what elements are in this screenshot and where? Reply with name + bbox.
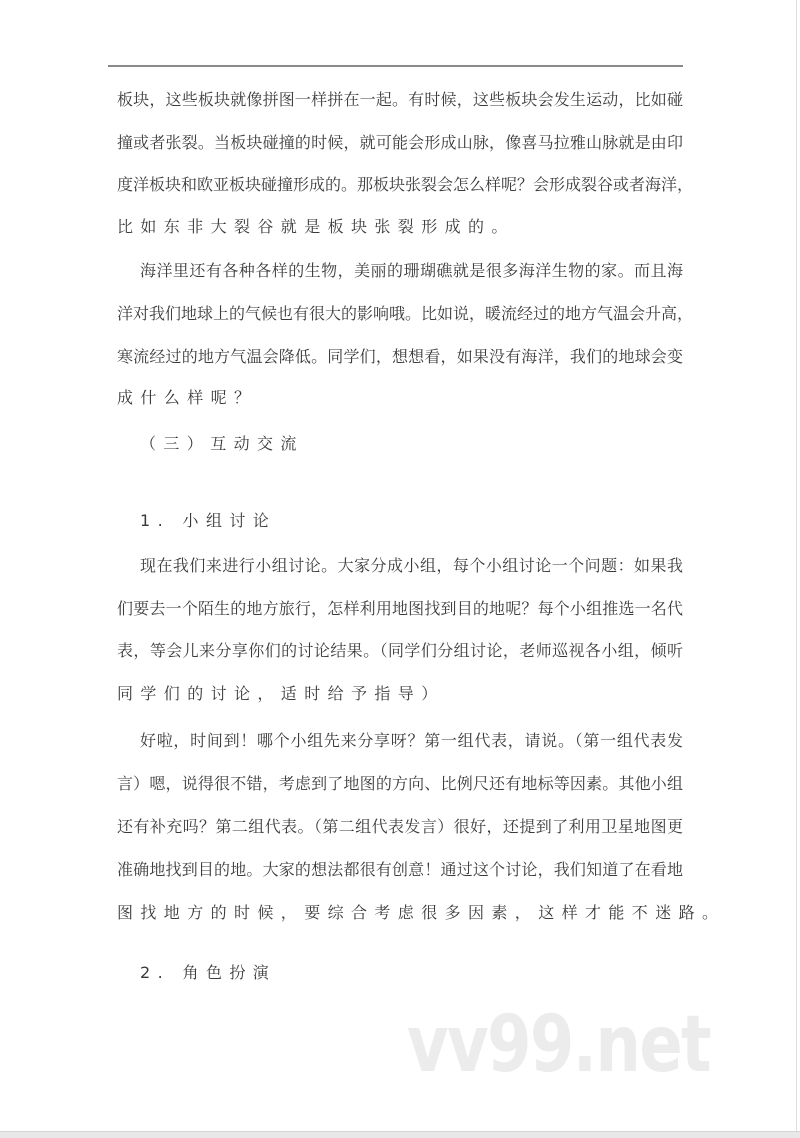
paragraph-line: 板块，这些板块就像拼图一样拼在一起。有时候，这些板块会发生运动，比如碰: [117, 90, 683, 109]
header-rule: [108, 65, 683, 67]
paragraph-line: 比如东非大裂谷就是板块张裂形成的。: [117, 217, 515, 236]
paragraph-line: 现在我们来进行小组讨论。大家分成小组，每个小组讨论一个问题：如果我: [140, 556, 683, 575]
paragraph-line: 好啦，时间到！哪个小组先来分享呀？第一组代表，请说。（第一组代表发: [140, 731, 683, 750]
paragraph-line: 图找地方的时候，要综合考虑很多因素，这样才能不迷路。: [117, 903, 726, 922]
paragraph-line: 表，等会儿来分享你们的讨论结果。（同学们分组讨论，老师巡视各小组，倾听: [117, 641, 683, 660]
paragraph-line: 度洋板块和欧亚板块碰撞形成的。那板块张裂会怎么样呢？会形成裂谷或者海洋，: [117, 175, 694, 194]
paragraph-line: 们要去一个陌生的地方旅行，怎样利用地图找到目的地呢？每个小组推选一名代: [117, 599, 683, 618]
section-heading: （三）互动交流: [140, 434, 304, 453]
watermark: vv99.net: [406, 1000, 710, 1090]
paragraph-line: 寒流经过的地方气温会降低。同学们，想想看，如果没有海洋，我们的地球会变: [117, 347, 683, 366]
paragraph-line: 海洋里还有各种各样的生物，美丽的珊瑚礁就是很多海洋生物的家。而且海: [140, 261, 683, 280]
paragraph-line: 言）嗯，说得很不错，考虑到了地图的方向、比例尺还有地标等因素。其他小组: [117, 774, 683, 793]
paragraph-line: 准确地找到目的地。大家的想法都很有创意！通过这个讨论，我们知道了在看地: [117, 860, 683, 879]
paragraph-line: 同学们的讨论，适时给予指导）: [117, 684, 445, 703]
paragraph-line: 还有补充吗？第二组代表。（第二组代表发言）很好，还提到了利用卫星地图更: [117, 817, 683, 836]
section-heading: 2. 角色扮演: [140, 963, 277, 982]
paragraph-line: 撞或者张裂。当板块碰撞的时候，就可能会形成山脉，像喜马拉雅山脉就是由印: [117, 133, 683, 152]
section-heading: 1. 小组讨论: [140, 511, 277, 530]
paragraph-line: 洋对我们地球上的气候也有很大的影响哦。比如说，暖流经过的地方气温会升高，: [117, 304, 694, 323]
paragraph-line: 成什么样呢？: [117, 388, 258, 407]
